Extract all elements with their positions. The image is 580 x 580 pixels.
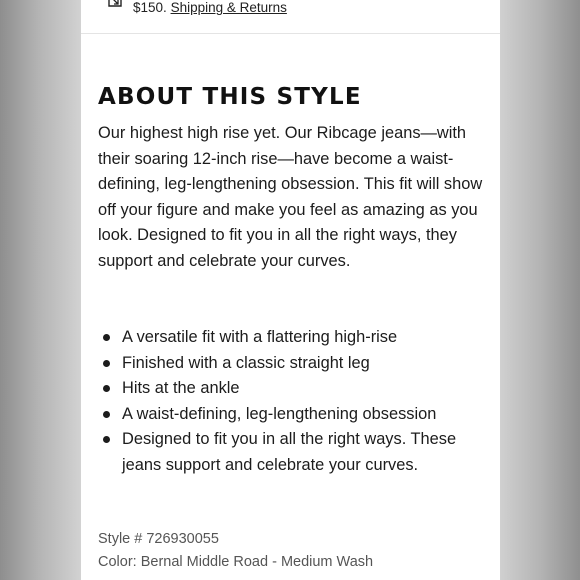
- feature-item: A versatile fit with a flattering high-rise: [98, 325, 493, 351]
- shipping-returns-link[interactable]: Shipping & Returns: [170, 0, 287, 15]
- feature-item: Designed to fit you in all the right ways. These jeans support and celebrate your curves.: [98, 427, 493, 478]
- shipping-text: [133, 0, 287, 16]
- color-label: Color: Bernal Middle Road - Medium Wash: [98, 554, 374, 570]
- style-description: Our highest high rise yet. Our Ribcage jeans—with their soaring 12-inch rise—have become a waist-defining, leg-lengthening obsession. This fit will show off your figure and make you feel as amazing as you look. Designed to fit you in all the right ways, they support and celebrate your curves.: [98, 124, 483, 270]
- style-number: Style # 726930055: [98, 531, 219, 547]
- feature-list: [98, 325, 493, 479]
- feature-item: A waist-defining, leg-lengthening obsession: [98, 402, 493, 428]
- product-details-panel: [81, 0, 500, 580]
- section-heading: ABOUT THIS STYLE: [98, 84, 362, 110]
- shipping-info-row: [81, 0, 500, 34]
- price-text: $150.: [133, 0, 167, 15]
- return-box-icon: [108, 0, 122, 7]
- feature-item: Finished with a classic straight leg: [98, 351, 493, 377]
- feature-item: Hits at the ankle: [98, 376, 493, 402]
